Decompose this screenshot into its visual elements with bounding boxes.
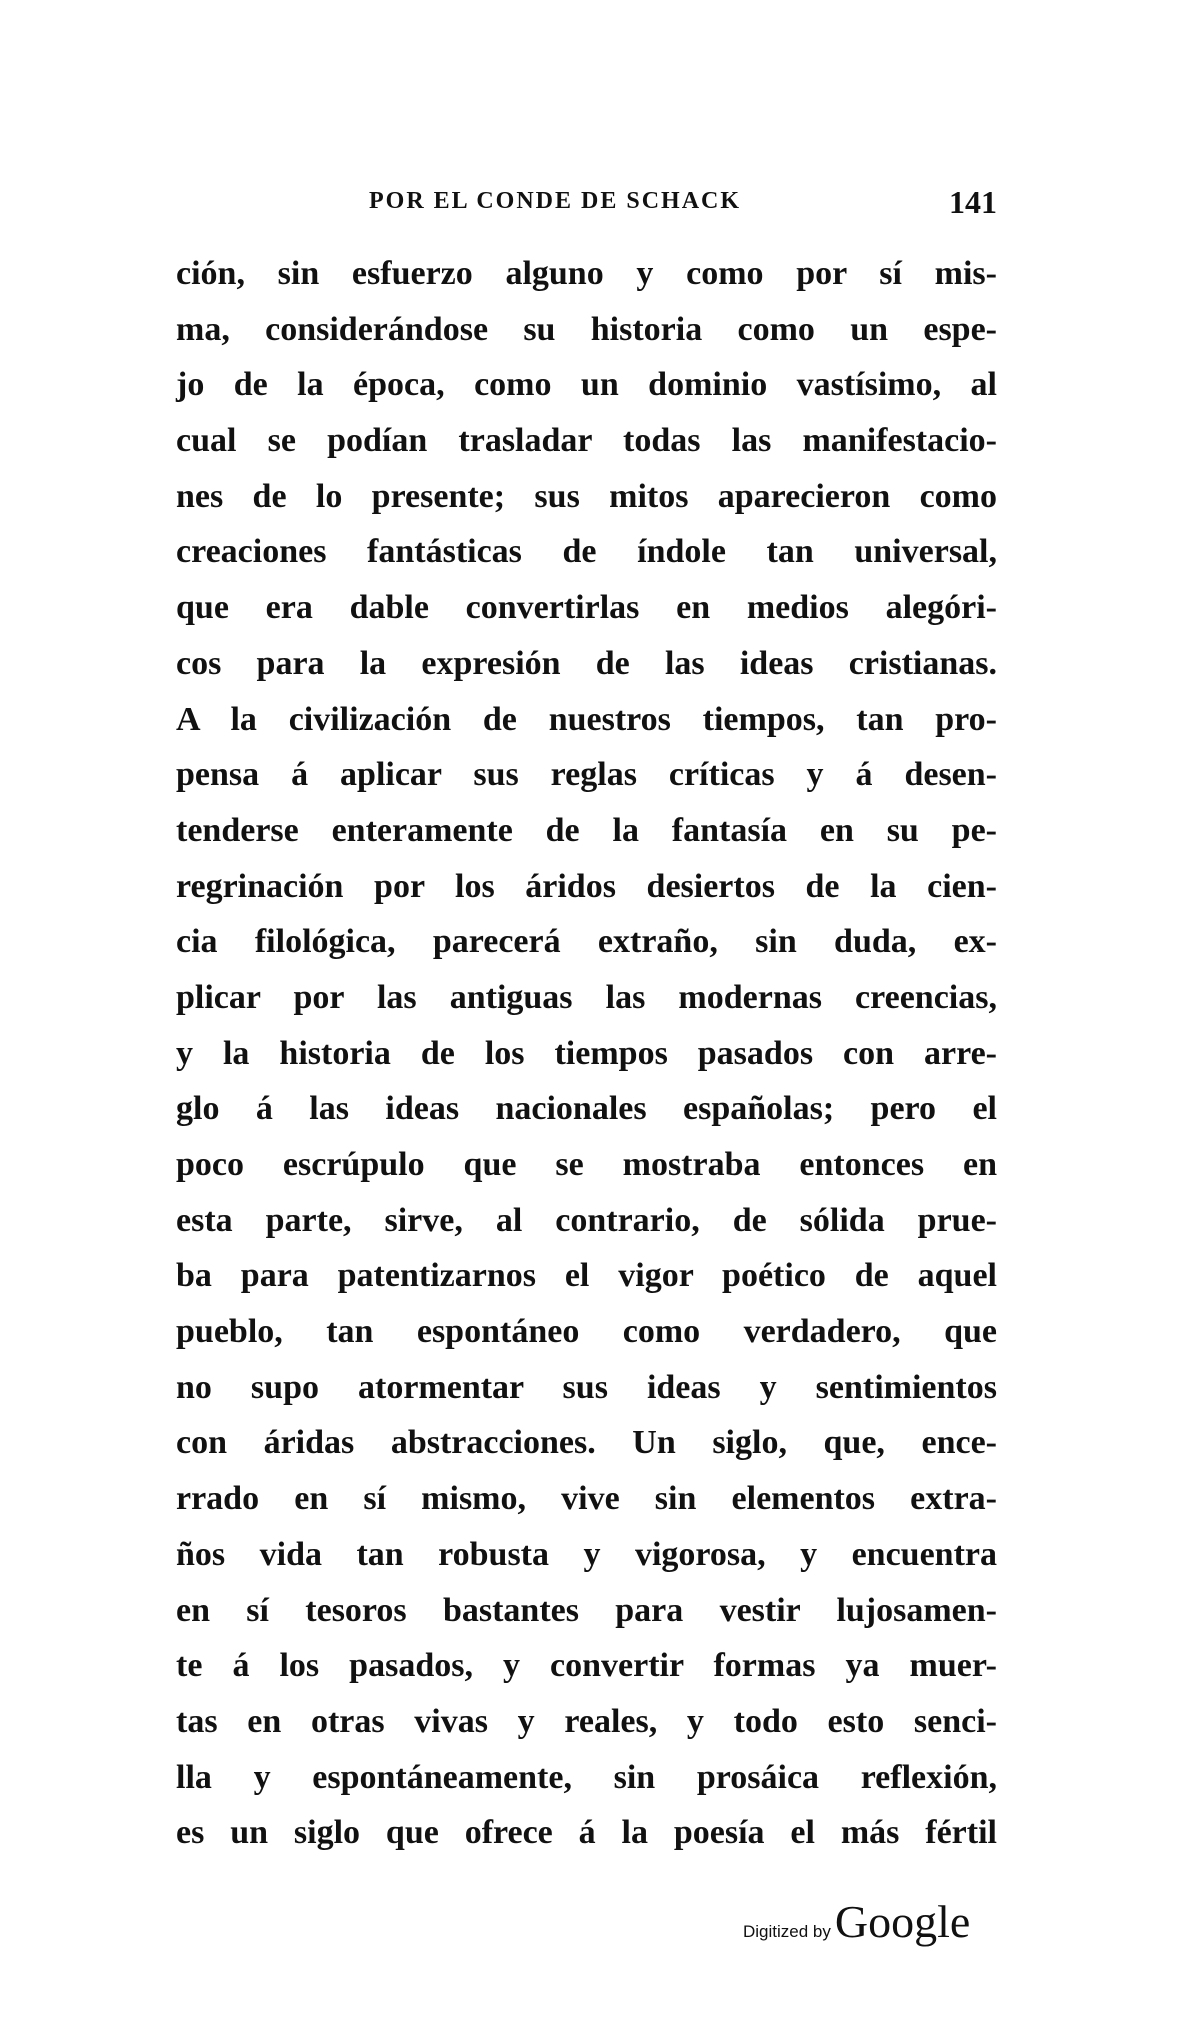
digitized-by-google-watermark <box>743 1895 970 1948</box>
text-line: cos para la expresión de las ideas cristianas. <box>176 644 997 682</box>
text-line: cia filológica, parecerá extraño, sin duda, ex- <box>176 923 997 961</box>
text-line: y la historia de los tiempos pasados con arre- <box>176 1034 997 1072</box>
text-line: poco escrúpulo que se mostraba entonces en <box>176 1146 997 1183</box>
text-line: rrado en sí mismo, vive sin elementos extra- <box>176 1480 997 1518</box>
page-header <box>369 184 997 228</box>
text-line: ba para patentizarnos el vigor poético de aquel <box>176 1257 997 1295</box>
running-title: POR EL CONDE DE SCHACK <box>369 188 742 214</box>
text-line: no supo atormentar sus ideas y sentimientos <box>176 1368 997 1406</box>
text-line: ción, sin esfuerzo alguno y como por sí mis- <box>176 255 997 292</box>
text-line: plicar por las antiguas las modernas creencias, <box>176 978 997 1016</box>
text-line: jo de la época, como un dominio vastísimo, al <box>176 366 997 404</box>
text-line: tenderse enteramente de la fantasía en su pe- <box>176 811 997 849</box>
digitized-label: Digitized by <box>743 1922 831 1941</box>
text-line: es un siglo que ofrece á la poesía el más fértil <box>176 1814 997 1852</box>
text-line: regrinación por los áridos desiertos de la cien- <box>176 867 997 905</box>
page-number: 141 <box>949 184 997 220</box>
text-line: cual se podían trasladar todas las manifestacio- <box>176 422 997 460</box>
text-line: nes de lo presente; sus mitos aparecieron como <box>176 477 997 515</box>
text-line: te á los pasados, y convertir formas ya muer- <box>176 1647 997 1685</box>
text-line: pueblo, tan espontáneo como verdadero, que <box>176 1313 997 1351</box>
text-line: pensa á aplicar sus reglas críticas y á desen- <box>176 756 997 794</box>
text-line: glo á las ideas nacionales españolas; pero el <box>176 1090 997 1128</box>
text-line: esta parte, sirve, al contrario, de sólida prue- <box>176 1201 997 1239</box>
text-line: que era dable convertirlas en medios alegóri- <box>176 589 997 627</box>
text-line: A la civilización de nuestros tiempos, tan pro- <box>176 700 997 738</box>
text-line: ma, considerándose su historia como un espe- <box>176 310 997 348</box>
text-line: lla y espontáneamente, sin prosáica reflexión, <box>176 1758 997 1796</box>
text-line: en sí tesoros bastantes para vestir lujosamen- <box>176 1591 997 1629</box>
text-line: creaciones fantásticas de índole tan universal, <box>176 533 997 571</box>
text-line: ños vida tan robusta y vigorosa, y encuentra <box>176 1535 997 1573</box>
text-line: tas en otras vivas y reales, y todo esto senci- <box>176 1702 997 1740</box>
text-line: con áridas abstracciones. Un siglo, que, ence- <box>176 1424 997 1462</box>
google-logo: Google <box>834 1896 971 1947</box>
body-text <box>176 246 997 1861</box>
